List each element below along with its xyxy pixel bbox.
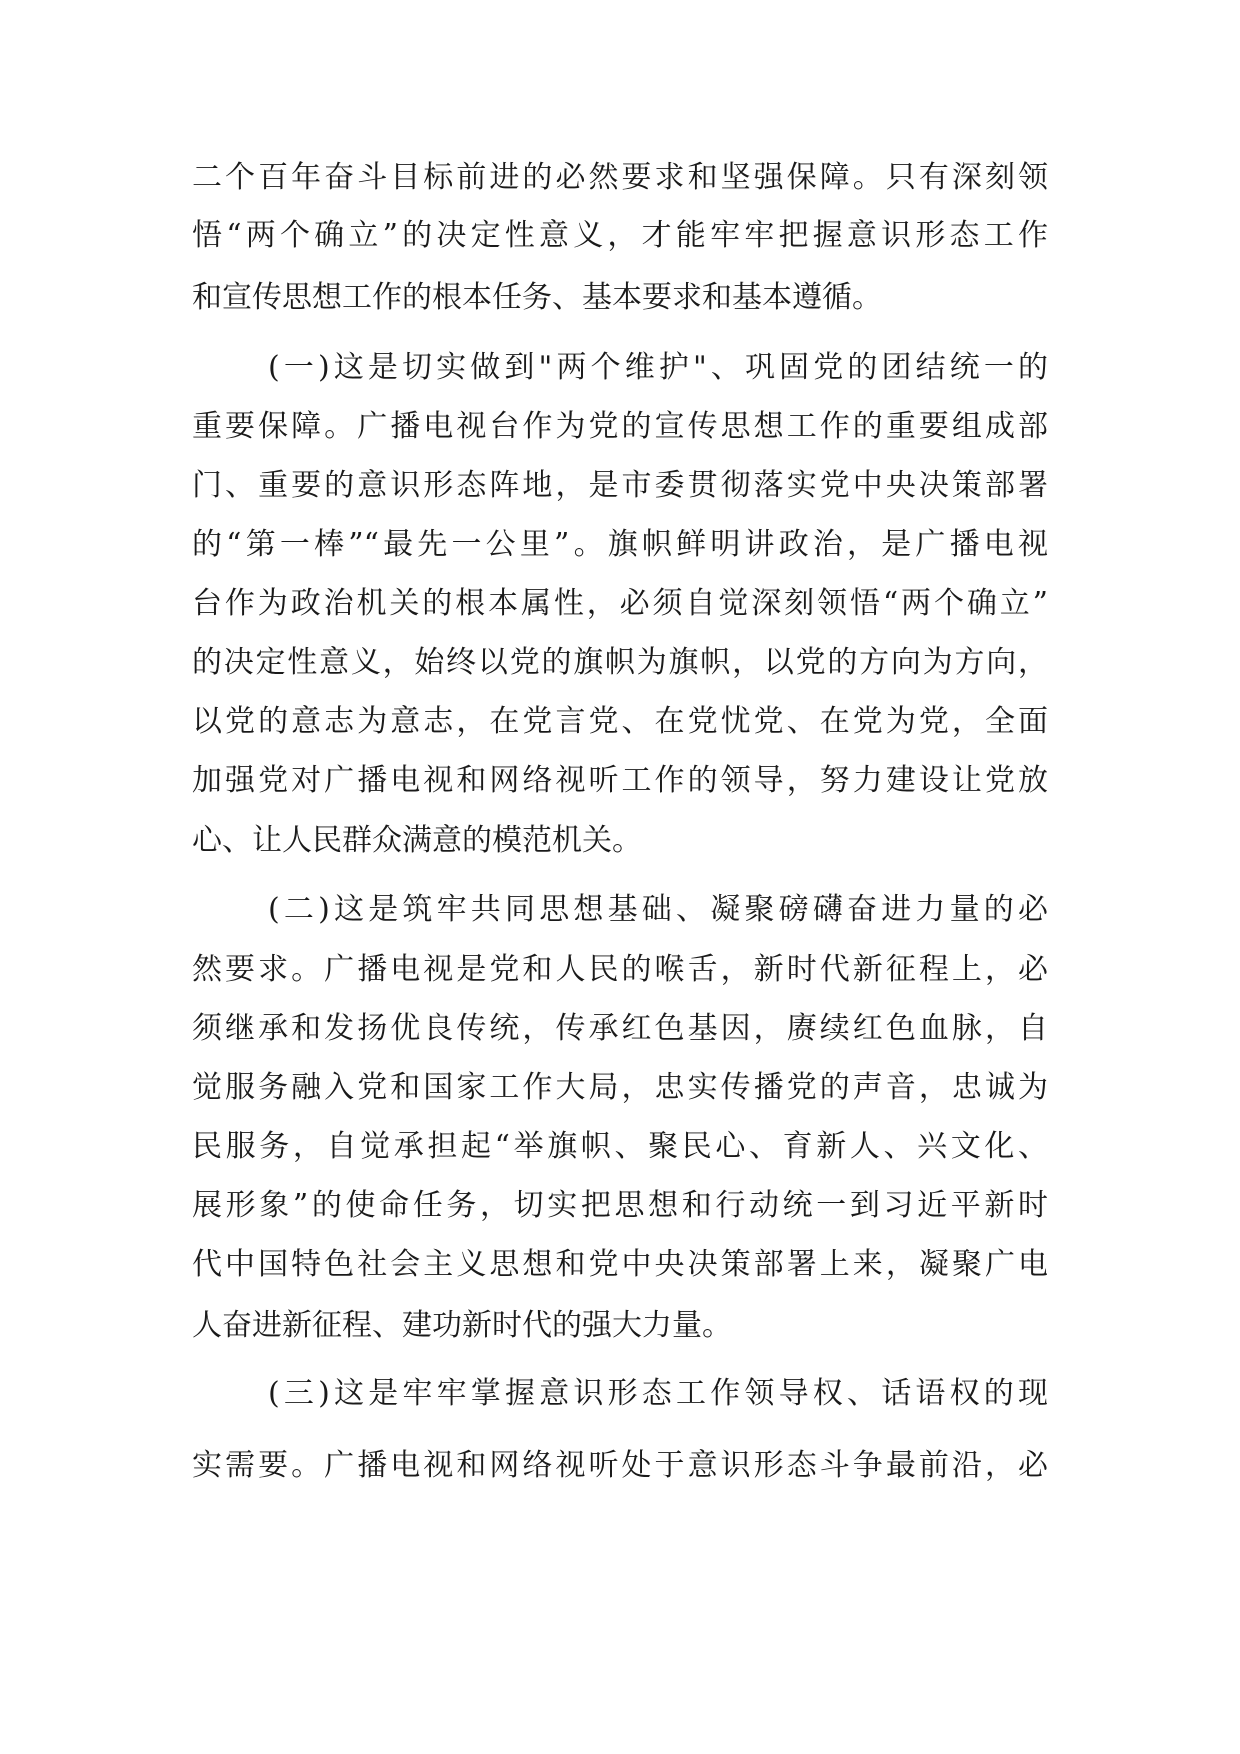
text-line: 门、重要的意识形态阵地，是市委贯彻落实党中央决策部署 xyxy=(192,468,1048,503)
text-line: 重要保障。广播电视台作为党的宣传思想工作的重要组成部 xyxy=(192,409,1048,444)
text-line: 二个百年奋斗目标前进的必然要求和坚强保障。只有深刻领 xyxy=(192,160,1048,195)
text-line: 觉服务融入党和国家工作大局，忠实传播党的声音，忠诚为 xyxy=(192,1070,1048,1105)
text-line: 实需要。广播电视和网络视听处于意识形态斗争最前沿，必 xyxy=(192,1448,1048,1483)
text-line: 人奋进新征程、建功新时代的强大力量。 xyxy=(192,1308,732,1343)
text-line: 民服务，自觉承担起“举旗帜、聚民心、育新人、兴文化、 xyxy=(192,1129,1048,1164)
text-line: 的决定性意义，始终以党的旗帜为旗帜，以党的方向为方向， xyxy=(192,645,1048,680)
text-line: 台作为政治机关的根本属性，必须自觉深刻领悟“两个确立” xyxy=(192,586,1048,621)
text-line: 以党的意志为意志，在党言党、在党忧党、在党为党，全面 xyxy=(192,704,1048,739)
paragraph-heading-line: (二)这是筑牢共同思想基础、凝聚磅礴奋进力量的必 xyxy=(268,892,1048,927)
text-line: 的“第一棒”“最先一公里”。旗帜鲜明讲政治，是广播电视 xyxy=(192,527,1048,562)
text-line: 加强党对广播电视和网络视听工作的领导，努力建设让党放 xyxy=(192,763,1048,798)
text-line: 和宣传思想工作的根本任务、基本要求和基本遵循。 xyxy=(192,280,882,315)
text-line: 展形象”的使命任务，切实把思想和行动统一到习近平新时 xyxy=(192,1188,1048,1223)
text-line: 悟“两个确立”的决定性意义，才能牢牢把握意识形态工作 xyxy=(192,218,1048,253)
paragraph-heading-line: (三)这是牢牢掌握意识形态工作领导权、话语权的现 xyxy=(268,1376,1048,1411)
text-line: 代中国特色社会主义思想和党中央决策部署上来，凝聚广电 xyxy=(192,1247,1048,1282)
paragraph-heading-line: (一)这是切实做到"两个维护"、巩固党的团结统一的 xyxy=(268,350,1048,385)
text-line: 心、让人民群众满意的模范机关。 xyxy=(192,823,642,858)
text-line: 然要求。广播电视是党和人民的喉舌，新时代新征程上，必 xyxy=(192,952,1048,987)
text-line: 须继承和发扬优良传统，传承红色基因，赓续红色血脉，自 xyxy=(192,1011,1048,1046)
